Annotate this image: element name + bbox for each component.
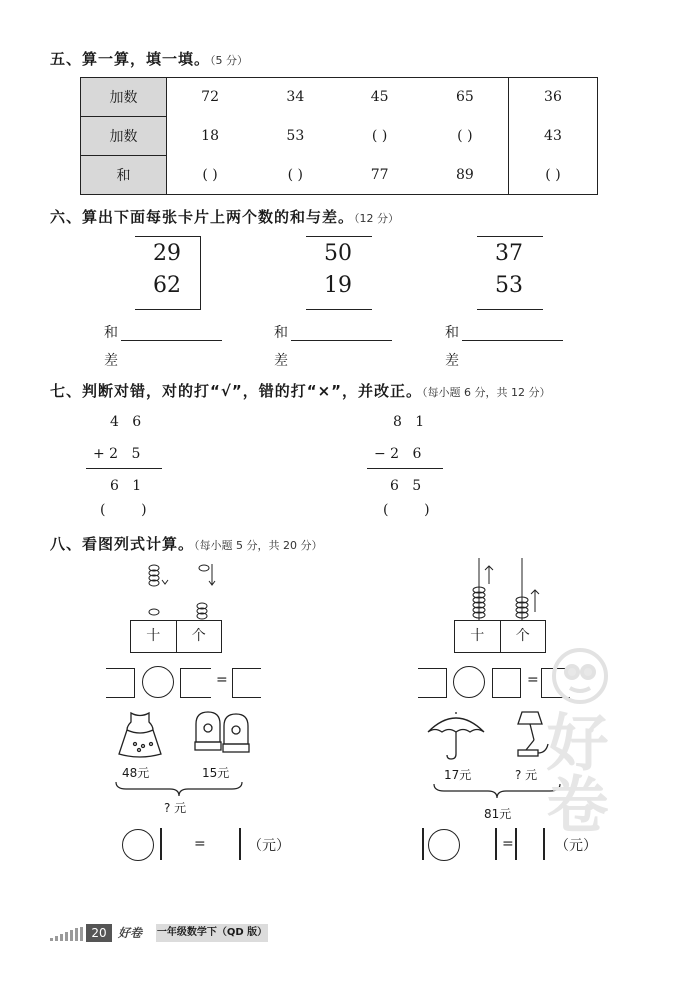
card-number-top: 29	[153, 241, 181, 266]
cell: 18	[201, 128, 219, 144]
umbrella-price: 17元	[444, 768, 472, 782]
tens-label: 十	[131, 621, 177, 652]
cell: 36	[508, 78, 597, 117]
problem2-minuend: 8 1	[393, 414, 425, 430]
sum-answer-line-2[interactable]	[291, 340, 392, 341]
equation-separator	[239, 828, 241, 860]
cell: 43	[508, 117, 597, 156]
operator-circle[interactable]	[428, 829, 460, 861]
total-price-right: 81元	[484, 807, 512, 821]
unit-label: （元）	[248, 838, 290, 854]
tens-label: 十	[455, 621, 501, 652]
problem2-judgement-blank[interactable]: ( )	[383, 502, 430, 518]
page-number: 20	[86, 924, 112, 942]
cell: 45	[337, 78, 421, 117]
sum-answer-line-3[interactable]	[462, 340, 563, 341]
cell: 53	[286, 128, 305, 144]
cell: 89	[422, 156, 509, 195]
card-number-bottom: 53	[495, 273, 523, 298]
section8-note: （每小题 5 分，共 20 分）	[194, 539, 323, 552]
answer-blank[interactable]: ( )	[457, 128, 473, 144]
row-label-addend2: 加数	[81, 117, 167, 156]
problem2-result: 6 5	[390, 478, 422, 494]
section5-note: （5 分）	[210, 54, 249, 67]
number-card-1	[135, 236, 201, 310]
problem2-rule	[367, 468, 443, 469]
number-card-2	[306, 236, 372, 310]
book-title: 一年级数学下（QD 版）	[156, 924, 268, 942]
unit-label: （元）	[555, 838, 597, 854]
diff-label-1: 差	[104, 353, 118, 369]
section6-note: （12 分）	[354, 212, 400, 225]
equation-blank[interactable]	[106, 668, 135, 698]
problem1-addend2: + 2 5	[93, 446, 141, 462]
sum-label-3: 和	[445, 325, 459, 341]
watermark-text: 好卷	[536, 710, 609, 834]
equals-sign: =	[216, 672, 228, 688]
gloves-icon	[190, 708, 254, 760]
problem1-result: 6 1	[110, 478, 142, 494]
equation-blank[interactable]	[180, 668, 211, 698]
brace-icon	[114, 780, 244, 798]
abacus-icon	[454, 556, 546, 626]
section5-title: 五、算一算，填一填。（5 分）	[50, 50, 249, 68]
equation-result-blank[interactable]	[232, 668, 261, 698]
equation-separator	[422, 828, 424, 860]
card-number-bottom: 62	[153, 273, 181, 298]
equals-sign: =	[502, 836, 514, 852]
problem2-subtrahend: − 2 6	[374, 446, 422, 462]
equation-separator	[160, 828, 162, 860]
section7-note: （每小题 6 分，共 12 分）	[422, 386, 551, 399]
gloves-price: 15元	[202, 766, 230, 780]
operator-circle[interactable]	[142, 666, 174, 698]
abacus-place-table-2	[454, 620, 546, 653]
row-label-sum: 和	[81, 156, 167, 195]
sum-answer-line-1[interactable]	[121, 340, 222, 341]
diff-label-3: 差	[445, 353, 459, 369]
answer-blank[interactable]: ( )	[167, 156, 254, 195]
ones-label: 个	[515, 628, 530, 644]
umbrella-icon	[424, 710, 488, 762]
abacus-place-table-1	[130, 620, 222, 653]
sum-label-2: 和	[274, 325, 288, 341]
dress-price: 48元	[122, 766, 150, 780]
lamp-price-unknown: ? 元	[515, 768, 538, 782]
diff-label-2: 差	[274, 353, 288, 369]
answer-blank[interactable]: ( )	[253, 156, 337, 195]
card-number-top: 50	[324, 241, 352, 266]
problem1-judgement-blank[interactable]: ( )	[100, 502, 147, 518]
number-card-3	[477, 236, 543, 310]
operator-circle[interactable]	[122, 829, 154, 861]
dress-icon	[113, 710, 167, 760]
problem1-addend1: 4 6	[110, 414, 142, 430]
cell: 72	[167, 78, 254, 117]
section6-title: 六、算出下面每张卡片上两个数的和与差。（12 分）	[50, 208, 400, 226]
answer-blank[interactable]: ( )	[371, 128, 388, 144]
card-number-top: 37	[495, 241, 523, 266]
addition-table	[80, 77, 598, 195]
cell: 77	[337, 156, 421, 195]
section8-title: 八、看图列式计算。（每小题 5 分，共 20 分）	[50, 535, 323, 553]
equation-blank[interactable]	[492, 668, 521, 698]
footer-logo: 好卷	[118, 926, 143, 940]
equals-sign: =	[194, 836, 206, 852]
ones-label: 个	[191, 628, 206, 644]
operator-circle[interactable]	[453, 666, 485, 698]
sum-label-1: 和	[104, 325, 118, 341]
answer-blank[interactable]: ( )	[508, 156, 597, 195]
cell: 34	[253, 78, 337, 117]
footer-bars	[50, 926, 86, 940]
problem1-rule	[86, 468, 162, 469]
row-label-addend1: 加数	[81, 78, 167, 117]
section7-title: 七、判断对错，对的打“√”，错的打“×”，并改正。（每小题 6 分，共 12 分）	[50, 382, 551, 400]
equation-separator	[515, 828, 517, 860]
equals-sign: =	[527, 672, 539, 688]
total-unknown-left: ? 元	[164, 801, 187, 815]
cell: 65	[422, 78, 509, 117]
equation-separator	[495, 828, 497, 860]
card-number-bottom: 19	[324, 273, 352, 298]
equation-blank[interactable]	[418, 668, 447, 698]
